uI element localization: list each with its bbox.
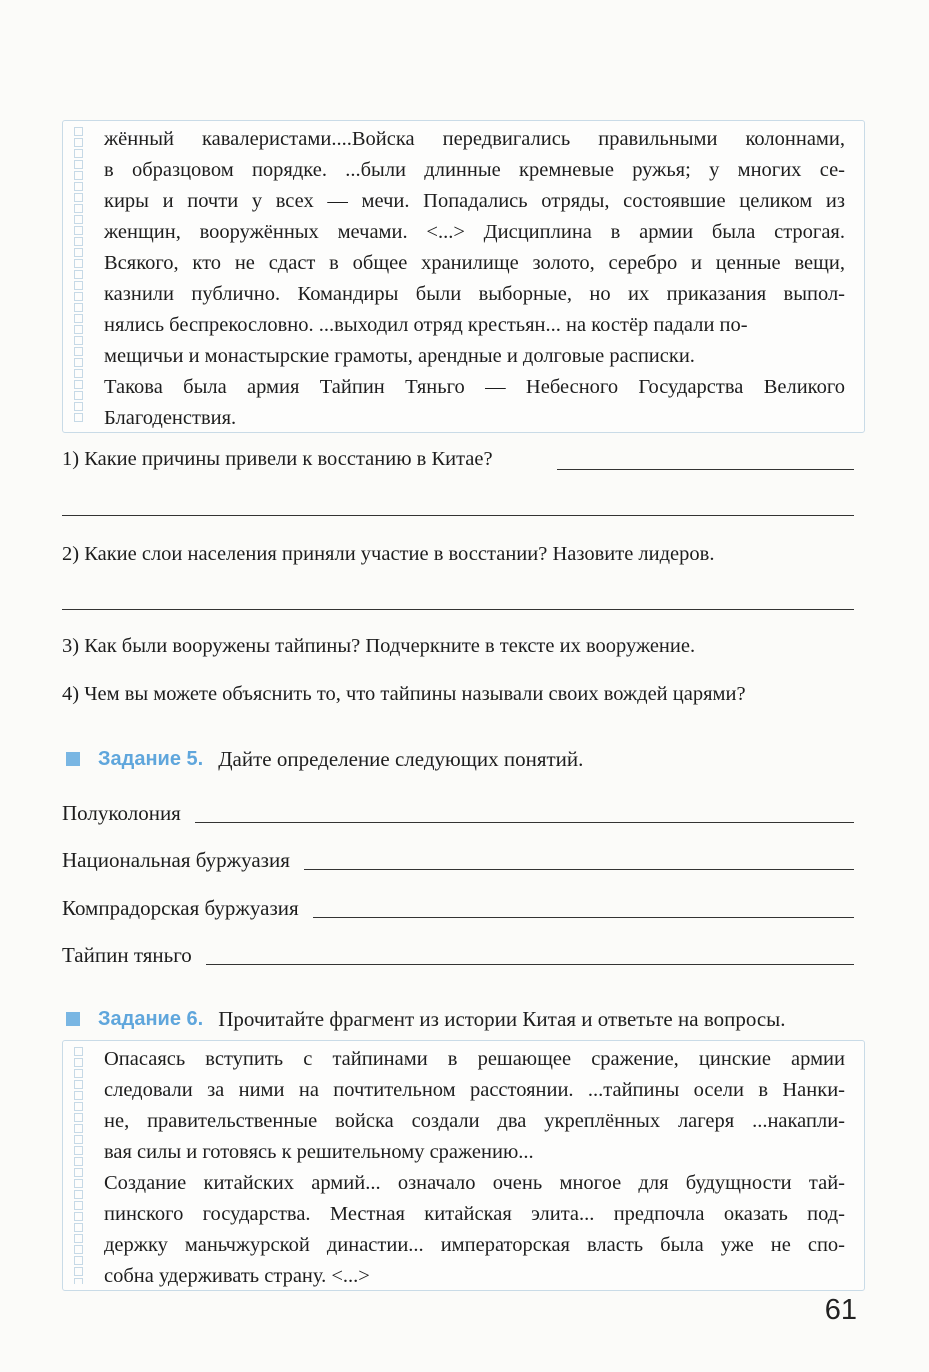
task-6-header	[66, 1004, 786, 1034]
term-label: Национальная буржуазия	[62, 848, 290, 872]
quote-line: киры и почти у всех — мечи. Попадались отряды, состоявшие целиком из	[104, 190, 845, 212]
quote-line: пинского государства. Местная китайская элита... предпочла оказать под-	[104, 1203, 845, 1225]
question-1: 1) Какие причины привели к восстанию в Китае?	[62, 448, 493, 470]
question-3: 3) Как были вооружены тайпины? Подчеркните в тексте их вооружение.	[62, 635, 696, 657]
question-2: 2) Какие слои населения приняли участие в восстании? Назовите лидеров.	[62, 543, 715, 565]
quote-strip-decoration	[68, 1047, 88, 1284]
page-number: 61	[824, 1294, 857, 1326]
quote-line: не, правительственные войска создали два укреплённых лагеря ...накапли-	[104, 1110, 845, 1132]
answer-line[interactable]	[195, 822, 854, 823]
task-5-header	[66, 744, 583, 774]
definition-row	[62, 796, 854, 826]
term-label: Полуколония	[62, 801, 181, 825]
task-marker-icon	[66, 1012, 80, 1026]
quote-line: Всякого, кто не сдаст в общее хранилище золото, серебро и ценные вещи,	[104, 252, 845, 274]
quote-line: вая силы и готовясь к решительному сражению...	[104, 1141, 534, 1163]
definition-row	[62, 843, 854, 873]
quote-line: в образцовом порядке. ...были длинные кремневые ружья; у многих се-	[104, 159, 845, 181]
quote-line: Благоденствия.	[104, 407, 237, 429]
quote-line: собна удерживать страну. <...>	[104, 1265, 370, 1287]
task-6-title: Задание 6.	[98, 1007, 204, 1030]
answer-line[interactable]	[62, 515, 854, 516]
answer-line[interactable]	[206, 964, 854, 965]
term-label: Компрадорская буржуазия	[62, 896, 299, 920]
quote-line: женщин, вооружённых мечами. <...> Дисциплина в армии была строгая.	[104, 221, 845, 243]
definition-row	[62, 891, 854, 921]
answer-line[interactable]	[62, 609, 854, 610]
quote-line: жённый кавалеристами....Войска передвигались правильными колоннами,	[104, 128, 845, 150]
term-label: Тайпин тяньго	[62, 943, 192, 967]
quote-box-china-history	[62, 1040, 865, 1291]
quote-line: Создание китайских армий... означало очень многое для будущности тай-	[104, 1172, 845, 1194]
definition-row	[62, 938, 854, 968]
quote-line: казнили публично. Командиры были выборные, но их приказания выпол-	[104, 283, 845, 305]
answer-line[interactable]	[557, 469, 854, 470]
quote-line: мещичьи и монастырские грамоты, арендные и долговые расписки.	[104, 345, 695, 367]
answer-line[interactable]	[304, 869, 854, 870]
task-6-text: Прочитайте фрагмент из истории Китая и ответьте на вопросы.	[218, 1006, 786, 1031]
quote-line: Опасаясь вступить с тайпинами в решающее сражение, цинские армии	[104, 1048, 845, 1070]
question-4: 4) Чем вы можете объяснить то, что тайпины называли своих вождей царями?	[62, 683, 746, 705]
task-marker-icon	[66, 752, 80, 766]
quote-line: нялись беспрекословно. ...выходил отряд крестьян... на костёр падали по-	[104, 314, 748, 336]
quote-text	[104, 124, 845, 434]
answer-line[interactable]	[313, 917, 854, 918]
quote-box-taiping-army	[62, 120, 865, 433]
quote-text	[104, 1044, 845, 1292]
task-5-text: Дайте определение следующих понятий.	[218, 746, 584, 771]
quote-line: следовали за ними на почтительном расстоянии. ...тайпины осели в Нанки-	[104, 1079, 845, 1101]
quote-line: держку маньчжурской династии... императорская власть была уже не спо-	[104, 1234, 845, 1256]
task-5-title: Задание 5.	[98, 747, 204, 770]
quote-line: Такова была армия Тайпин Тяньго — Небесного Государства Великого	[104, 376, 845, 398]
quote-strip-decoration	[68, 127, 88, 426]
